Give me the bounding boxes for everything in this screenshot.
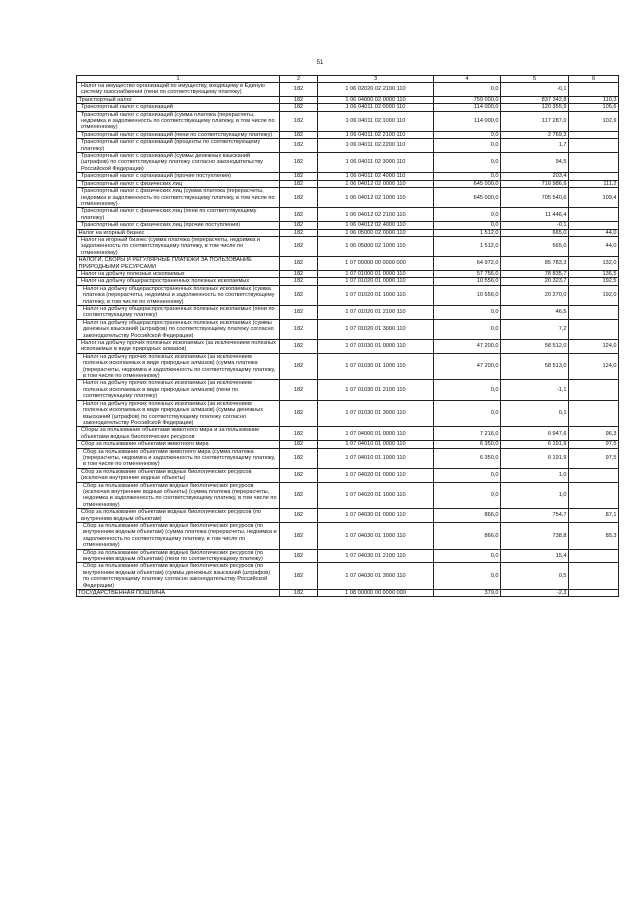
table-row: [77, 278, 619, 285]
table-row: [77, 523, 619, 550]
row-fact-cell: 0,5: [501, 563, 569, 590]
row-admin-code-cell: 182: [280, 173, 318, 180]
row-admin-code-cell: 182: [280, 340, 318, 354]
table-row: [77, 180, 619, 187]
header-cell-3: 3: [318, 76, 434, 83]
row-name-cell: Сбор за пользование объектами водных биологических ресурсов (по внутренним водным объектам) (сумма платежа (перерасчеты, недоимка и задолженность по соответствующему платежу, в том числе по отмененному): [77, 523, 280, 550]
row-budget-code-cell: 1 07 01030 01 1000 110: [318, 353, 434, 380]
row-plan-cell: 0,0: [434, 549, 501, 563]
row-fact-cell: 1,0: [501, 482, 569, 509]
row-name-cell: Сбор за пользование объектами животного мира: [77, 441, 280, 448]
row-fact-cell: 6 191,9: [501, 448, 569, 468]
row-name-cell: Сбор за пользование объектами животного мира (сумма платежа (перерасчеты, недоимка и задолженность по соответствующему платежу, в том числе по отмененному): [77, 448, 280, 468]
row-budget-code-cell: 1 07 04000 01 0000 110: [318, 427, 434, 441]
row-percent-cell: 192,0: [569, 285, 619, 305]
row-admin-code-cell: 182: [280, 319, 318, 339]
row-plan-cell: 0,0: [434, 482, 501, 509]
row-budget-code-cell: 1 07 01020 01 2100 110: [318, 306, 434, 320]
row-percent-cell: [569, 153, 619, 173]
row-percent-cell: 132,0: [569, 257, 619, 271]
row-budget-code-cell: 1 07 04020 01 1000 110: [318, 482, 434, 509]
table-row: [77, 104, 619, 111]
table-row: [77, 549, 619, 563]
row-percent-cell: 192,5: [569, 278, 619, 285]
table-row: [77, 448, 619, 468]
row-fact-cell: 15,4: [501, 549, 569, 563]
row-admin-code-cell: 182: [280, 83, 318, 97]
row-budget-code-cell: 1 06 04011 02 4000 110: [318, 173, 434, 180]
row-name-cell: Сбор за пользование объектами водных биологических ресурсов (по внутренним водным объектам) (пени по соответствующему платежу): [77, 549, 280, 563]
row-name-cell: Налог на добычу общераспространенных полезных ископаемых (сумма платежа (перерасчеты, недоимка и задолженность по соответствующему платежу, в том числе по отмененному): [77, 285, 280, 305]
row-admin-code-cell: 182: [280, 306, 318, 320]
row-fact-cell: 58 512,0: [501, 340, 569, 354]
table-row: [77, 188, 619, 208]
row-name-cell: Налог на добычу полезных ископаемых: [77, 270, 280, 277]
row-percent-cell: [569, 319, 619, 339]
header-cell-1: 1: [77, 76, 280, 83]
table-row: [77, 482, 619, 509]
table-row: [77, 319, 619, 339]
table-row: [77, 306, 619, 320]
row-fact-cell: 665,0: [501, 229, 569, 236]
row-admin-code-cell: 182: [280, 523, 318, 550]
row-budget-code-cell: 1 06 04011 02 2100 110: [318, 131, 434, 138]
row-fact-cell: 2 769,3: [501, 131, 569, 138]
row-budget-code-cell: 1 06 05000 02 0000 110: [318, 229, 434, 236]
row-name-cell: Сбор за пользование объектами водных биологических ресурсов (исключая внутренние водные объекты) (сумма платежа (перерасчеты, недоимка и задолженность по соответствующему платежу, в том числе по отмененному): [77, 482, 280, 509]
table-row: [77, 236, 619, 256]
row-fact-cell: 85 783,3: [501, 257, 569, 271]
row-fact-cell: 665,0: [501, 236, 569, 256]
row-budget-code-cell: 1 06 04012 02 2100 110: [318, 208, 434, 222]
row-plan-cell: 645 000,0: [434, 180, 501, 187]
budget-revenue-table: [76, 75, 619, 597]
row-name-cell: Налог на добычу общераспространенных полезных ископаемых (суммы денежных взысканий (штрафов) по соответствующему платежу согласно законодательству Российской Федерации): [77, 319, 280, 339]
table-row: [77, 270, 619, 277]
row-percent-cell: 44,0: [569, 229, 619, 236]
row-percent-cell: 110,3: [569, 96, 619, 103]
row-budget-code-cell: 1 06 05000 02 1000 110: [318, 236, 434, 256]
row-fact-cell: 1,7: [501, 139, 569, 153]
table-row: [77, 427, 619, 441]
row-budget-code-cell: 1 07 04030 01 2100 110: [318, 549, 434, 563]
row-name-cell: Налог на имущество организаций по имуществу, входящему в Единую систему газоснабжения (пени по соответствующему платежу): [77, 83, 280, 97]
row-plan-cell: 866,0: [434, 523, 501, 550]
row-admin-code-cell: 182: [280, 153, 318, 173]
table-row: [77, 83, 619, 97]
row-budget-code-cell: 1 07 01030 01 2100 110: [318, 380, 434, 400]
row-name-cell: Налог на добычу общераспространенных полезных ископаемых (пени по соответствующему платежу): [77, 306, 280, 320]
row-budget-code-cell: 1 06 04011 02 2200 110: [318, 139, 434, 153]
table-row: [77, 111, 619, 131]
row-budget-code-cell: 1 07 01030 01 3000 110: [318, 400, 434, 427]
page-number: 51: [316, 60, 324, 66]
row-admin-code-cell: 182: [280, 441, 318, 448]
row-admin-code-cell: 182: [280, 180, 318, 187]
row-fact-cell: 58 513,0: [501, 353, 569, 380]
row-plan-cell: 0,0: [434, 400, 501, 427]
row-percent-cell: 96,3: [569, 427, 619, 441]
row-admin-code-cell: 182: [280, 468, 318, 482]
row-plan-cell: 1 512,0: [434, 229, 501, 236]
header-cell-2: 2: [280, 76, 318, 83]
row-name-cell: Транспортный налог с организаций (пени по соответствующему платежу): [77, 131, 280, 138]
table-row: [77, 468, 619, 482]
row-name-cell: Транспортный налог с организаций (прочие поступления): [77, 173, 280, 180]
row-fact-cell: 1,0: [501, 468, 569, 482]
row-percent-cell: 44,0: [569, 236, 619, 256]
table-row: [77, 153, 619, 173]
row-name-cell: Транспортный налог с организаций: [77, 104, 280, 111]
row-plan-cell: 0,0: [434, 83, 501, 97]
table-header-row: [77, 76, 619, 83]
row-plan-cell: 0,0: [434, 380, 501, 400]
row-admin-code-cell: 182: [280, 257, 318, 271]
row-name-cell: ГОСУДАРСТВЕННАЯ ПОШЛИНА: [77, 590, 280, 597]
row-plan-cell: 0,0: [434, 131, 501, 138]
table-row: [77, 173, 619, 180]
row-percent-cell: 109,4: [569, 188, 619, 208]
row-budget-code-cell: 1 07 01020 01 1000 110: [318, 285, 434, 305]
row-name-cell: Сбор за пользование объектами водных биологических ресурсов (исключая внутренние водные объекты): [77, 468, 280, 482]
row-fact-cell: 7,2: [501, 319, 569, 339]
row-plan-cell: 0,0: [434, 153, 501, 173]
row-plan-cell: 0,0: [434, 319, 501, 339]
row-admin-code-cell: 182: [280, 229, 318, 236]
row-percent-cell: 124,0: [569, 340, 619, 354]
table-row: [77, 131, 619, 138]
row-fact-cell: 117 287,0: [501, 111, 569, 131]
row-admin-code-cell: 182: [280, 278, 318, 285]
row-name-cell: Налог на добычу прочих полезных ископаемых (за исключением полезных ископаемых в виде природных алмазов) (пени по соответствующему платежу): [77, 380, 280, 400]
row-budget-code-cell: 1 07 00000 00 0000 000: [318, 257, 434, 271]
row-percent-cell: 124,0: [569, 353, 619, 380]
table-row: [77, 400, 619, 427]
row-budget-code-cell: 1 07 01020 01 3000 110: [318, 319, 434, 339]
row-percent-cell: [569, 468, 619, 482]
row-plan-cell: 0,0: [434, 173, 501, 180]
table-row: [77, 257, 619, 271]
row-plan-cell: 6 350,0: [434, 441, 501, 448]
row-name-cell: Налог на игорный бизнес (сумма платежа (перерасчеты, недоимка и задолженность по соответствующему платежу, в том числе по отмененному): [77, 236, 280, 256]
row-fact-cell: 20 323,7: [501, 278, 569, 285]
table-row: [77, 96, 619, 103]
table-row: [77, 340, 619, 354]
row-admin-code-cell: 182: [280, 270, 318, 277]
row-admin-code-cell: 182: [280, 400, 318, 427]
row-percent-cell: [569, 131, 619, 138]
row-percent-cell: 87,1: [569, 509, 619, 523]
table-row: [77, 441, 619, 448]
row-name-cell: Транспортный налог с физических лиц (пени по соответствующему платежу): [77, 208, 280, 222]
row-plan-cell: 6 350,0: [434, 448, 501, 468]
row-percent-cell: 97,5: [569, 448, 619, 468]
row-admin-code-cell: 182: [280, 482, 318, 509]
row-percent-cell: [569, 208, 619, 222]
row-plan-cell: 47 200,0: [434, 340, 501, 354]
row-admin-code-cell: 182: [280, 131, 318, 138]
row-percent-cell: 85,3: [569, 523, 619, 550]
row-name-cell: Транспортный налог с организаций (проценты по соответствующему платежу): [77, 139, 280, 153]
row-plan-cell: 57 756,0: [434, 270, 501, 277]
table-row: [77, 509, 619, 523]
row-fact-cell: 11 446,4: [501, 208, 569, 222]
row-admin-code-cell: 182: [280, 139, 318, 153]
table-row: [77, 353, 619, 380]
row-budget-code-cell: 1 07 01030 01 0000 110: [318, 340, 434, 354]
row-fact-cell: 716 986,9: [501, 180, 569, 187]
row-admin-code-cell: 182: [280, 380, 318, 400]
table-row: [77, 139, 619, 153]
row-fact-cell: 46,5: [501, 306, 569, 320]
row-percent-cell: 111,2: [569, 180, 619, 187]
row-fact-cell: 754,7: [501, 509, 569, 523]
row-plan-cell: 0,0: [434, 222, 501, 229]
row-budget-code-cell: 1 08 00000 00 0000 000: [318, 590, 434, 597]
row-name-cell: Налог на добычу прочих полезных ископаемых (за исключением полезных ископаемых в виде природных алмазов): [77, 340, 280, 354]
row-admin-code-cell: 182: [280, 208, 318, 222]
row-percent-cell: [569, 590, 619, 597]
row-fact-cell: 705 540,6: [501, 188, 569, 208]
row-admin-code-cell: 182: [280, 509, 318, 523]
row-fact-cell: -2,3: [501, 590, 569, 597]
row-admin-code-cell: 182: [280, 590, 318, 597]
table-body: [77, 76, 619, 597]
row-admin-code-cell: 182: [280, 353, 318, 380]
row-budget-code-cell: 1 07 01000 01 0000 110: [318, 270, 434, 277]
row-admin-code-cell: 182: [280, 104, 318, 111]
row-plan-cell: 10 556,0: [434, 278, 501, 285]
row-name-cell: Транспортный налог с физических лиц (сумма платежа (перерасчеты, недоимка и задолженность по соответствующему платежу, в том числе по отмененному): [77, 188, 280, 208]
row-fact-cell: 94,5: [501, 153, 569, 173]
row-admin-code-cell: 182: [280, 222, 318, 229]
header-cell-6: 6: [569, 76, 619, 83]
row-fact-cell: 6 191,9: [501, 441, 569, 448]
row-percent-cell: [569, 549, 619, 563]
row-percent-cell: [569, 400, 619, 427]
row-name-cell: НАЛОГИ, СБОРЫ И РЕГУЛЯРНЫЕ ПЛАТЕЖИ ЗА ПОЛЬЗОВАНИЕ ПРИРОДНЫМИ РЕСУРСАМИ: [77, 257, 280, 271]
row-plan-cell: 47 200,0: [434, 353, 501, 380]
row-plan-cell: 10 556,0: [434, 285, 501, 305]
row-admin-code-cell: 182: [280, 285, 318, 305]
table-row: [77, 285, 619, 305]
row-fact-cell: 0,1: [501, 400, 569, 427]
row-plan-cell: 379,0: [434, 590, 501, 597]
row-admin-code-cell: 182: [280, 236, 318, 256]
row-name-cell: Налог на добычу прочих полезных ископаемых (за исключением полезных ископаемых в виде природных алмазов) (сумма платежа (перерасчеты, недоимка и задолженность по соответствующему платежу, в том числе по отмененному): [77, 353, 280, 380]
row-fact-cell: -0,1: [501, 222, 569, 229]
row-budget-code-cell: 1 07 04010 01 0000 110: [318, 441, 434, 448]
row-name-cell: Транспортный налог с организаций (сумма платежа (перерасчеты, недоимка и задолженность по соответствующему платежу, в том числе по отмененному): [77, 111, 280, 131]
row-admin-code-cell: 182: [280, 448, 318, 468]
row-plan-cell: 7 216,0: [434, 427, 501, 441]
row-budget-code-cell: 1 06 04012 02 0000 110: [318, 180, 434, 187]
row-fact-cell: 738,8: [501, 523, 569, 550]
row-admin-code-cell: 182: [280, 111, 318, 131]
row-percent-cell: 136,5: [569, 270, 619, 277]
row-name-cell: Транспортный налог с физических лиц: [77, 180, 280, 187]
row-name-cell: Сборы за пользование объектами животного мира и за пользование объектами водных биологических ресурсов: [77, 427, 280, 441]
table-row: [77, 380, 619, 400]
row-budget-code-cell: 1 07 01020 01 0000 110: [318, 278, 434, 285]
row-plan-cell: 0,0: [434, 208, 501, 222]
row-plan-cell: 64 972,0: [434, 257, 501, 271]
row-name-cell: Транспортный налог с физических лиц (прочие поступления): [77, 222, 280, 229]
row-plan-cell: 0,0: [434, 563, 501, 590]
row-budget-code-cell: 1 06 04012 02 4000 110: [318, 222, 434, 229]
header-cell-5: 5: [501, 76, 569, 83]
row-percent-cell: [569, 139, 619, 153]
row-plan-cell: 645 000,0: [434, 188, 501, 208]
row-budget-code-cell: 1 06 04000 02 0000 110: [318, 96, 434, 103]
row-fact-cell: -0,1: [501, 83, 569, 97]
row-percent-cell: [569, 83, 619, 97]
row-fact-cell: 20 270,0: [501, 285, 569, 305]
row-plan-cell: 0,0: [434, 468, 501, 482]
row-budget-code-cell: 1 06 04011 02 0000 110: [318, 104, 434, 111]
table-row: [77, 208, 619, 222]
row-plan-cell: 1 512,0: [434, 236, 501, 256]
row-admin-code-cell: 182: [280, 563, 318, 590]
row-admin-code-cell: 182: [280, 549, 318, 563]
row-name-cell: Транспортный налог: [77, 96, 280, 103]
table-row: [77, 563, 619, 590]
row-percent-cell: 97,5: [569, 441, 619, 448]
row-fact-cell: 6 947,6: [501, 427, 569, 441]
row-fact-cell: 837 342,8: [501, 96, 569, 103]
row-budget-code-cell: 1 06 04012 02 1000 110: [318, 188, 434, 208]
row-budget-code-cell: 1 07 04030 01 3000 110: [318, 563, 434, 590]
row-percent-cell: [569, 222, 619, 229]
row-plan-cell: 0,0: [434, 139, 501, 153]
row-fact-cell: 78 835,7: [501, 270, 569, 277]
row-name-cell: Сбор за пользование объектами водных биологических ресурсов (по внутренним водным объектам) (суммы денежных взысканий (штрафов) по соответствующему платежу согласно законодательству Российской Федерации): [77, 563, 280, 590]
row-budget-code-cell: 1 07 04010 01 1000 110: [318, 448, 434, 468]
row-percent-cell: [569, 482, 619, 509]
table-row: [77, 590, 619, 597]
row-budget-code-cell: 1 07 04020 01 0000 110: [318, 468, 434, 482]
row-fact-cell: -1,1: [501, 380, 569, 400]
row-fact-cell: 203,4: [501, 173, 569, 180]
row-percent-cell: [569, 380, 619, 400]
row-plan-cell: 114 000,0: [434, 111, 501, 131]
row-budget-code-cell: 1 07 04030 01 0000 110: [318, 509, 434, 523]
table-row: [77, 229, 619, 236]
row-plan-cell: 0,0: [434, 306, 501, 320]
row-name-cell: Налог на добычу общераспространенных полезных ископаемых: [77, 278, 280, 285]
header-cell-4: 4: [434, 76, 501, 83]
table-row: [77, 222, 619, 229]
row-fact-cell: 120 355,9: [501, 104, 569, 111]
row-name-cell: Налог на добычу прочих полезных ископаемых (за исключением полезных ископаемых в виде природных алмазов) (суммы денежных взысканий (штрафов) по соответствующему платежу согласно законодательству Российской Федерации): [77, 400, 280, 427]
row-budget-code-cell: 1 06 04011 02 1000 110: [318, 111, 434, 131]
row-percent-cell: 105,6: [569, 104, 619, 111]
row-percent-cell: [569, 306, 619, 320]
row-budget-code-cell: 1 07 04030 01 1000 110: [318, 523, 434, 550]
row-percent-cell: [569, 563, 619, 590]
row-percent-cell: 102,9: [569, 111, 619, 131]
row-admin-code-cell: 182: [280, 96, 318, 103]
row-plan-cell: 759 000,0: [434, 96, 501, 103]
row-plan-cell: 114 000,0: [434, 104, 501, 111]
row-name-cell: Налог на игорный бизнес: [77, 229, 280, 236]
row-budget-code-cell: 1 06 02020 02 2100 110: [318, 83, 434, 97]
row-admin-code-cell: 182: [280, 188, 318, 208]
row-name-cell: Сбор за пользование объектами водных биологических ресурсов (по внутренним водным объектам): [77, 509, 280, 523]
row-budget-code-cell: 1 06 04011 02 3000 110: [318, 153, 434, 173]
row-admin-code-cell: 182: [280, 427, 318, 441]
row-percent-cell: [569, 173, 619, 180]
row-name-cell: Транспортный налог с организаций (суммы денежных взысканий (штрафов) по соответствующему платежу согласно законодательству Российской Федерации): [77, 153, 280, 173]
row-plan-cell: 866,0: [434, 509, 501, 523]
